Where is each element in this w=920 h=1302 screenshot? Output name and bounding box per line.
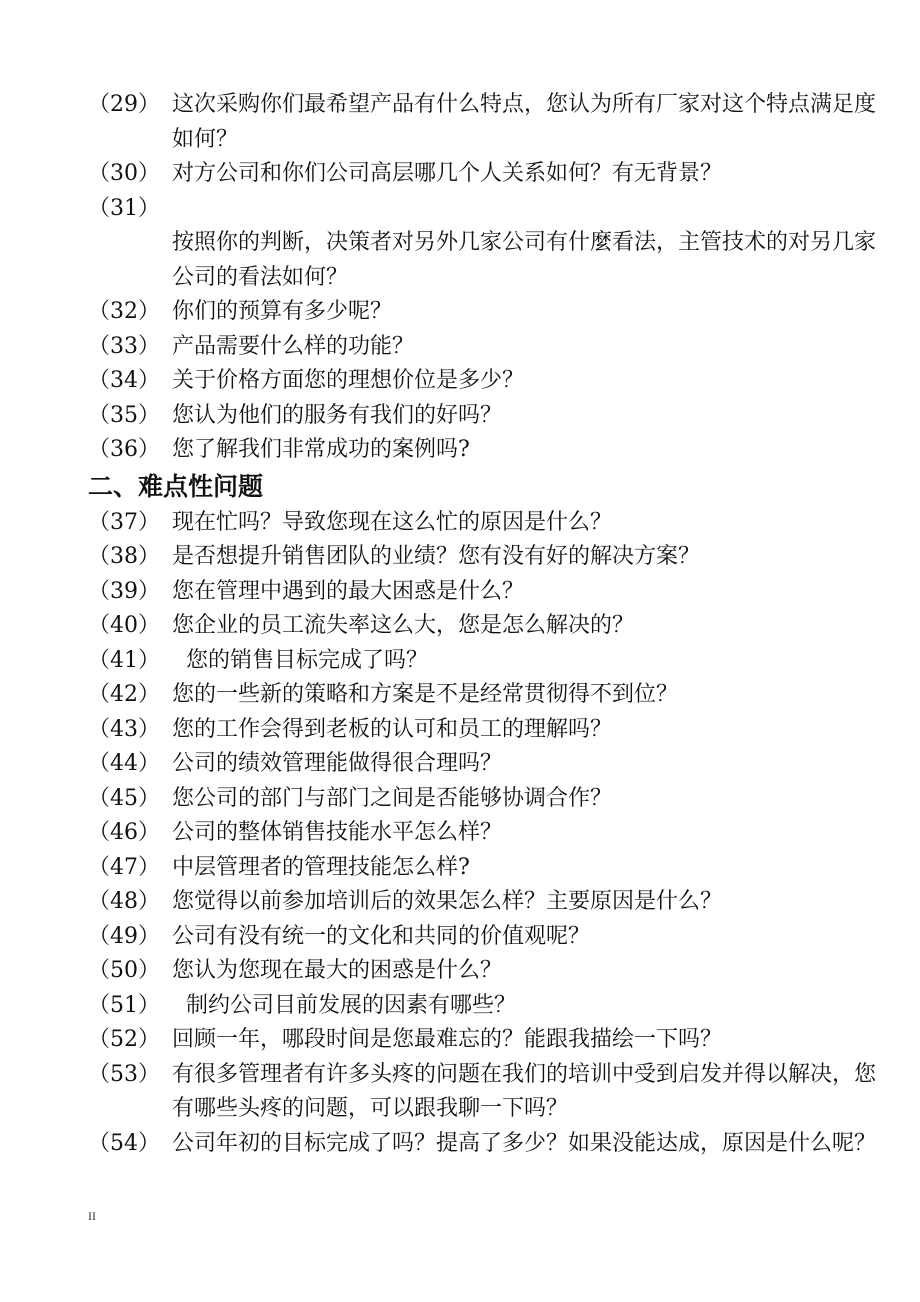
question-number: （51） — [88, 992, 160, 1018]
question-text: 这次采购你们最希望产品有什么特点，您认为所有厂家对这个特点满足度如何？ — [172, 92, 877, 152]
question-text: 公司年初的目标完成了吗？提高了多少？如果没能达成，原因是什么呢？ — [172, 1130, 877, 1156]
question-item — [88, 330, 878, 365]
question-text: 关于价格方面您的理想价位是多少？ — [172, 368, 525, 393]
question-number: （52） — [88, 1027, 160, 1052]
question-number: （53） — [88, 1061, 160, 1087]
question-item — [88, 540, 878, 575]
question-text: 您觉得以前参加培训后的效果怎么样？主要原因是什么？ — [172, 889, 723, 914]
question-number: （47） — [88, 854, 160, 880]
question-number: （43） — [88, 716, 160, 742]
question-number: （46） — [88, 820, 160, 845]
question-item — [88, 816, 878, 851]
question-item — [88, 1023, 878, 1058]
question-text: 您认为您现在最大的困惑是什么？ — [172, 958, 503, 983]
question-text: 有很多管理者有许多头疼的问题在我们的培训中受到启发并得以解决，您有哪些头疼的问题，可以跟我聊一下吗？ — [172, 1061, 877, 1121]
page-number: II — [88, 1209, 96, 1223]
question-item — [88, 295, 878, 330]
question-text: 您企业的员工流失率这么大，您是怎么解决的？ — [172, 613, 635, 638]
question-item — [88, 575, 878, 610]
question-item — [88, 399, 878, 434]
question-number: （44） — [88, 751, 160, 776]
question-item — [88, 954, 878, 989]
question-text: 您认为他们的服务有我们的好吗？ — [172, 402, 503, 428]
question-number: （29） — [88, 92, 160, 117]
question-text: 现在忙吗？导致您现在这么忙的原因是什么？ — [172, 509, 613, 535]
question-text: 您的一些新的策略和方案是不是经常贯彻得不到位？ — [172, 682, 679, 707]
question-text: 按照你的判断，决策者对另外几家公司有什麼看法，主管技术的对另几家公司的看法如何？ — [172, 230, 877, 290]
question-number: （33） — [88, 333, 160, 359]
question-item — [88, 713, 878, 748]
question-text: 产品需要什么样的功能？ — [172, 333, 415, 359]
question-number: （34） — [88, 368, 160, 393]
question-item — [88, 88, 878, 157]
question-text: 您了解我们非常成功的案例吗? — [172, 437, 470, 462]
question-number: （40） — [88, 613, 160, 638]
question-item — [88, 1058, 878, 1127]
question-number: （32） — [88, 299, 160, 324]
question-number: （50） — [88, 958, 160, 983]
question-text: 是否想提升销售团队的业绩？您有没有好的解决方案？ — [172, 544, 701, 569]
question-item — [88, 364, 878, 399]
question-number: （48） — [88, 889, 160, 914]
question-text: 公司的绩效管理能做得很合理吗？ — [172, 751, 503, 776]
question-item — [88, 678, 878, 713]
question-number: （31） — [88, 195, 160, 221]
question-item — [88, 885, 878, 920]
question-item — [88, 157, 878, 192]
question-number: （30） — [88, 161, 160, 186]
question-item — [88, 851, 878, 886]
question-number: （45） — [88, 785, 160, 811]
question-item — [88, 192, 878, 296]
question-text: 公司有没有统一的文化和共同的价值观呢？ — [172, 923, 591, 949]
question-item — [88, 747, 878, 782]
question-item — [88, 644, 878, 679]
question-item — [88, 1127, 878, 1162]
question-item — [88, 989, 878, 1024]
question-item — [88, 609, 878, 644]
question-text: 您的工作会得到老板的认可和员工的理解吗？ — [172, 716, 613, 742]
question-number: （37） — [88, 509, 160, 535]
question-number: （41） — [88, 647, 160, 673]
question-text: 您公司的部门与部门之间是否能够协调合作？ — [172, 785, 613, 811]
section-heading: 二、难点性问题 — [88, 471, 264, 501]
question-text: 对方公司和你们公司高层哪几个人关系如何？有无背景？ — [172, 161, 723, 186]
question-text: 制约公司目前发展的因素有哪些？ — [186, 992, 517, 1018]
question-number: （39） — [88, 578, 160, 604]
question-number: （36） — [88, 437, 160, 462]
question-text: 您的销售目标完成了吗？ — [186, 647, 429, 673]
question-item — [88, 433, 878, 468]
question-text: 你们的预算有多少呢？ — [172, 299, 393, 324]
question-number: （49） — [88, 923, 160, 949]
question-text: 回顾一年，哪段时间是您最难忘的？能跟我描绘一下吗？ — [172, 1027, 723, 1052]
question-item — [88, 782, 878, 817]
question-text: 中层管理者的管理技能怎么样? — [172, 854, 470, 880]
question-number: （35） — [88, 402, 160, 428]
question-text: 您在管理中遇到的最大困惑是什么？ — [172, 578, 525, 604]
question-number: （42） — [88, 682, 160, 707]
question-number: （54） — [88, 1130, 160, 1156]
question-item — [88, 506, 878, 541]
question-list — [88, 88, 878, 1161]
question-item — [88, 920, 878, 955]
question-text: 公司的整体销售技能水平怎么样？ — [172, 820, 503, 845]
question-number: （38） — [88, 544, 160, 569]
